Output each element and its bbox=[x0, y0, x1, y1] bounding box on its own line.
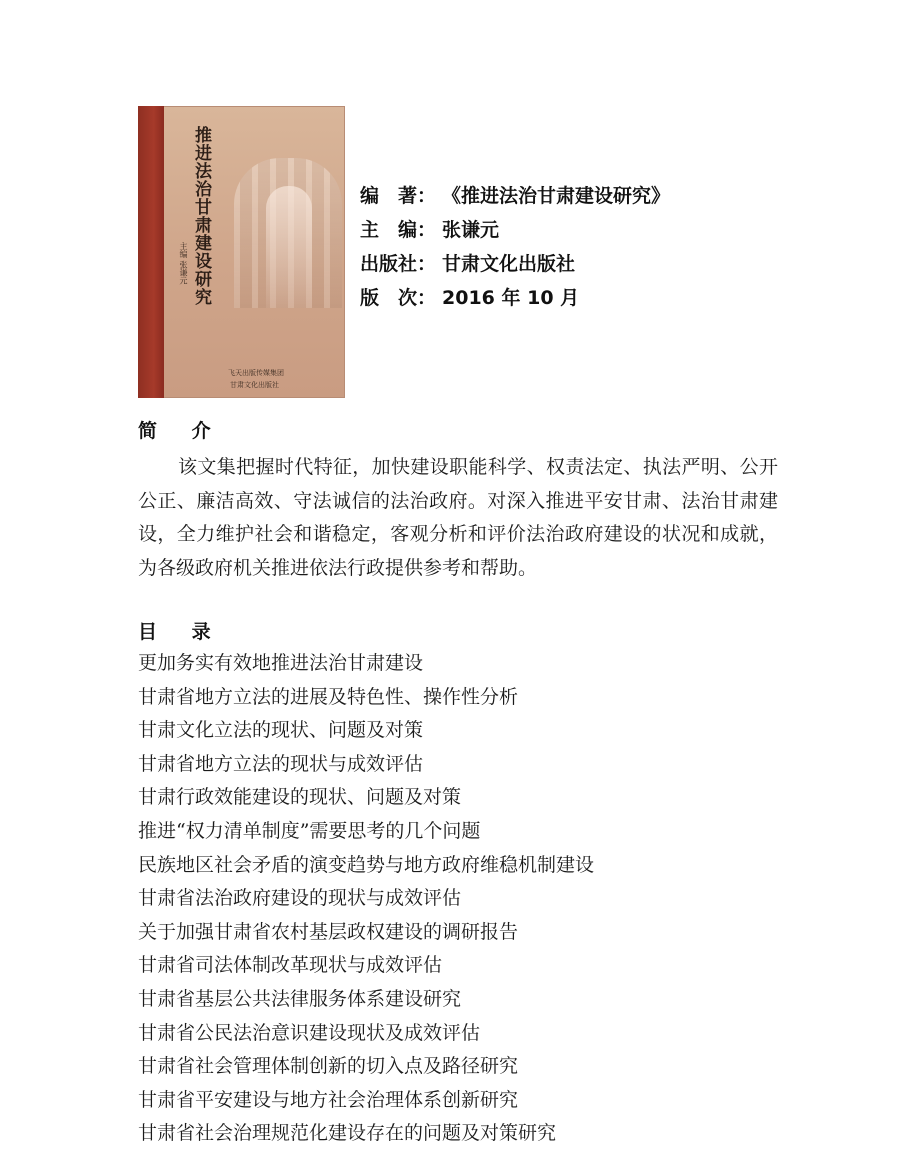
info-value: 甘肃文化出版社 bbox=[442, 253, 576, 275]
book-info bbox=[360, 179, 670, 315]
book-cover-image bbox=[138, 106, 345, 398]
toc-item: 推进“权力清单制度”需要思考的几个问题 bbox=[138, 819, 481, 842]
info-label: 编 著： bbox=[360, 185, 437, 207]
toc-item: 甘肃省地方立法的进展及特色性、操作性分析 bbox=[138, 685, 519, 708]
toc-item: 甘肃行政效能建设的现状、问题及对策 bbox=[138, 786, 462, 809]
toc-item: 甘肃省公民法治意识建设现状及成效评估 bbox=[138, 1021, 481, 1044]
info-value: 《推进法治甘肃建设研究》 bbox=[442, 185, 671, 207]
toc-item: 甘肃省地方立法的现状与成效评估 bbox=[138, 752, 424, 775]
cover-spine bbox=[138, 106, 164, 398]
toc-list bbox=[138, 647, 594, 1151]
toc-heading: 目 录 bbox=[138, 621, 225, 643]
info-row-edition bbox=[360, 281, 670, 315]
info-row-author bbox=[360, 179, 670, 213]
cover-publishing-group: 飞天出版传媒集团 bbox=[228, 369, 284, 377]
info-row-editor bbox=[360, 213, 670, 247]
info-value: 2016 年 10 月 bbox=[442, 287, 580, 309]
toc-item: 甘肃省法治政府建设的现状与成效评估 bbox=[138, 887, 462, 910]
toc-item: 甘肃省社会治理规范化建设存在的问题及对策研究 bbox=[138, 1122, 557, 1145]
toc-item: 民族地区社会矛盾的演变趋势与地方政府维稳机制建设 bbox=[138, 853, 595, 876]
info-value: 张谦元 bbox=[442, 219, 500, 241]
cover-publisher: 甘肃文化出版社 bbox=[230, 381, 279, 389]
cover-title: 推进法治甘肃建设研究 bbox=[191, 126, 211, 306]
info-row-publisher bbox=[360, 247, 670, 281]
toc-item: 关于加强甘肃省农村基层政权建设的调研报告 bbox=[138, 920, 519, 943]
toc-item: 甘肃省司法体制改革现状与成效评估 bbox=[138, 954, 443, 977]
toc-item: 更加务实有效地推进法治甘肃建设 bbox=[138, 652, 424, 674]
toc-item: 甘肃省基层公共法律服务体系建设研究 bbox=[138, 987, 462, 1010]
info-label: 出版社： bbox=[360, 253, 437, 275]
cover-arch-doorway bbox=[266, 186, 312, 308]
cover-editor: 主编 张谦元 bbox=[179, 242, 188, 285]
toc-item: 甘肃省平安建设与地方社会治理体系创新研究 bbox=[138, 1088, 519, 1111]
toc-item: 甘肃文化立法的现状、问题及对策 bbox=[138, 719, 424, 742]
info-label: 主 编： bbox=[360, 219, 437, 241]
intro-body: 该文集把握时代特征，加快建设职能科学、权责法定、执法严明、公开公正、廉洁高效、守法诚信的法治政府。对深入推进平安甘肃、法治甘肃建设，全力维护社会和谐稳定，客观分析和评价法治政府建设的状况和成就，为各级政府机关推进依法行政提供参考和帮助。 bbox=[138, 456, 778, 579]
info-label: 版 次： bbox=[360, 287, 437, 309]
toc-item: 甘肃省社会管理体制创新的切入点及路径研究 bbox=[138, 1055, 519, 1078]
intro-heading: 简 介 bbox=[138, 420, 225, 442]
